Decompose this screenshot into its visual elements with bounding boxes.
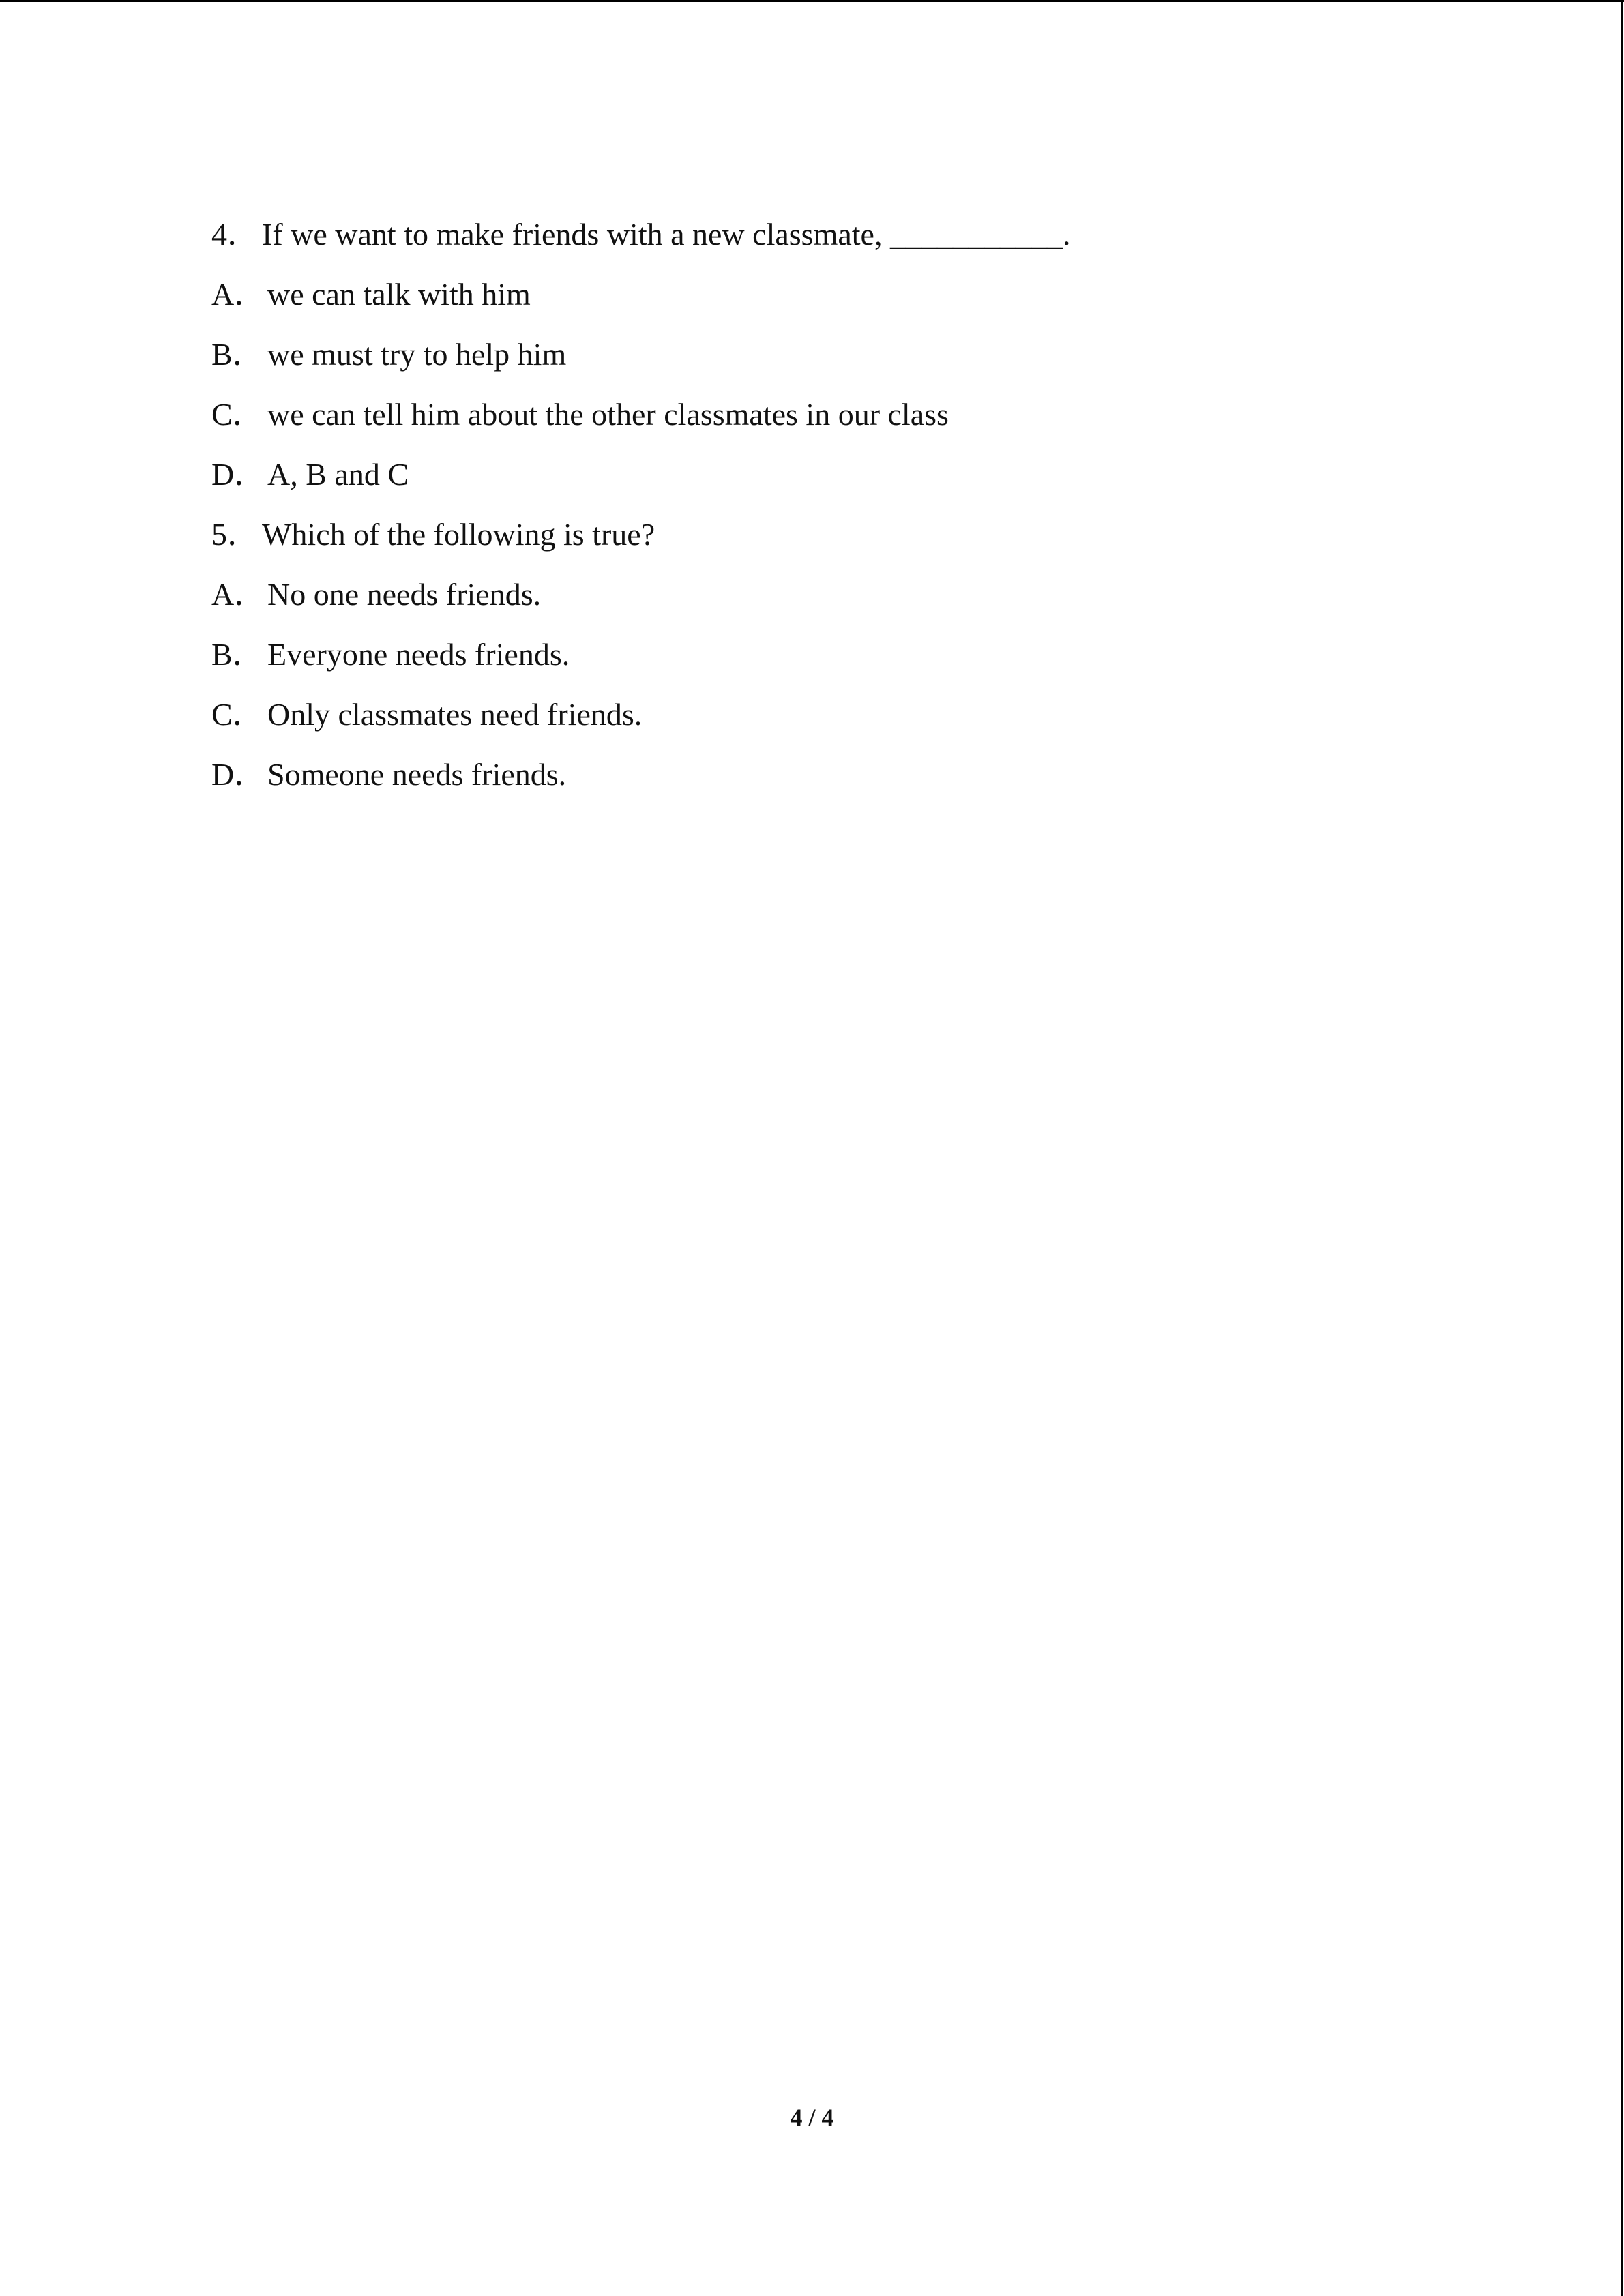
option-text: we can talk with him: [267, 277, 531, 312]
question-4-option-b: [211, 325, 1507, 385]
question-5: [211, 505, 1507, 565]
option-text: we can tell him about the other classmates in our class: [267, 397, 949, 432]
option-text: we must try to help him: [267, 337, 567, 372]
option-text: No one needs friends.: [267, 577, 542, 612]
question-4-option-a: [211, 265, 1507, 325]
option-letter: B．: [211, 637, 264, 672]
option-letter: A．: [211, 277, 266, 312]
page-right-border: [1621, 0, 1623, 2296]
question-4-option-d: [211, 445, 1507, 505]
option-letter: C．: [211, 697, 264, 732]
option-text: Someone needs friends.: [267, 757, 567, 792]
option-letter: C．: [211, 397, 264, 432]
option-text: Everyone needs friends.: [267, 637, 570, 672]
option-letter: D．: [211, 457, 266, 492]
question-list: [211, 205, 1507, 805]
option-letter: A．: [211, 577, 266, 612]
question-text: Which of the following is true?: [262, 517, 655, 552]
question-4: [211, 205, 1507, 265]
option-letter: B．: [211, 337, 264, 372]
question-5-option-a: [211, 565, 1507, 625]
question-5-option-c: [211, 685, 1507, 745]
question-number: 4．: [211, 217, 259, 252]
question-4-option-c: [211, 385, 1507, 445]
page-number: 4 / 4: [790, 2104, 834, 2131]
option-text: A, B and C: [267, 457, 409, 492]
page-top-border: [0, 0, 1624, 2]
question-5-option-d: [211, 745, 1507, 805]
option-letter: D．: [211, 757, 266, 792]
question-number: 5．: [211, 517, 259, 552]
question-5-option-b: [211, 625, 1507, 685]
option-text: Only classmates need friends.: [267, 697, 643, 732]
question-text: If we want to make friends with a new classmate, ___________.: [262, 217, 1071, 252]
